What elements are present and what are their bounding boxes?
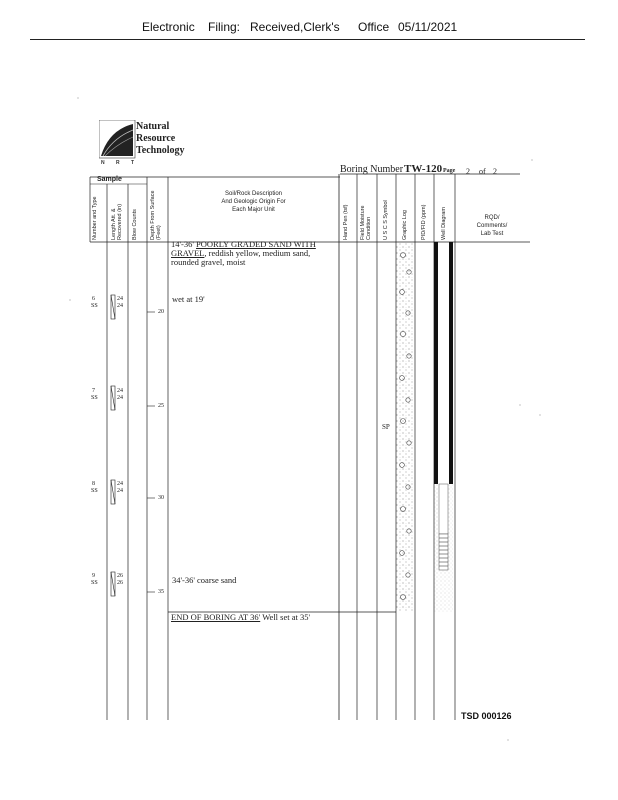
end-of-boring-note: Well set at 35' — [262, 612, 311, 622]
boring-number: TW-120 — [404, 163, 443, 175]
well-screen — [439, 534, 448, 570]
sample-7-att: 24 — [117, 388, 123, 394]
uscs-header: U S C S Symbol — [383, 200, 389, 240]
well-riser — [439, 484, 448, 534]
uscs-symbol: SP — [382, 423, 390, 431]
end-of-boring-title: END OF BORING AT 36' — [171, 612, 261, 622]
unit-body-2: rounded gravel, moist — [171, 257, 246, 267]
sample-9-type: SS — [91, 580, 98, 586]
page-of: of — [479, 167, 486, 176]
end-of-boring — [171, 613, 339, 622]
sample-8-rec: 24 — [117, 488, 123, 494]
unit-title-2: GRAVEL — [171, 248, 205, 258]
hand-pen-header: Hand Pen (tsf) — [343, 204, 349, 240]
sample-8-att: 24 — [117, 481, 123, 487]
soil-unit-description — [171, 240, 339, 267]
logo-line-1: Natural — [136, 121, 170, 132]
page-total: 2 — [493, 167, 497, 176]
coarse-sand-note: 34'-36' coarse sand — [172, 575, 237, 585]
logo-line-2: Resource — [136, 133, 176, 144]
blow-counts-header: Blow Counts — [132, 209, 138, 240]
description-header-line-3: Each Major Unit — [232, 207, 275, 213]
bates-number: TSD 000126 — [461, 711, 512, 721]
description-header-line-1: Soil/Rock Description — [224, 191, 283, 197]
boring-label: Boring Number — [340, 164, 404, 175]
depth-mark-35: 35 — [158, 589, 164, 595]
filing-office: Office — [358, 20, 390, 34]
unit-depth-range: 14'-36' — [171, 239, 194, 249]
sample-6-id: 6 — [92, 296, 95, 302]
number-type-header: Number and Type — [92, 196, 98, 240]
logo-line-3: Technology — [136, 145, 185, 156]
wet-note: wet at 19' — [172, 294, 205, 304]
depth-mark-20: 20 — [158, 309, 164, 315]
depth-mark-30: 30 — [158, 495, 164, 501]
sample-6-type: SS — [91, 303, 98, 309]
filing-date: 05/11/2021 — [398, 20, 458, 34]
rqd-header-line-2: Comments/ — [476, 223, 508, 229]
page-number: 2 — [466, 167, 470, 176]
graphic-log-fill — [396, 242, 415, 612]
sample-6-rec: 24 — [117, 303, 123, 309]
description-header — [168, 190, 339, 214]
filing-electronic: Electronic — [142, 20, 195, 34]
rqd-header-line-3: Lab Test — [480, 231, 504, 237]
sample-7-id: 7 — [92, 388, 95, 394]
unit-title: POORLY GRADED SAND WITH — [196, 239, 316, 249]
page-label: Page — [443, 168, 456, 174]
filing-label: Filing: — [208, 20, 241, 34]
rqd-header — [456, 214, 528, 238]
length-header: Length Att. & Recovered (in) — [111, 203, 123, 240]
well-casing-right — [449, 242, 453, 484]
rqd-header-line-1: RQD/ — [484, 215, 500, 221]
sample-9-att: 26 — [117, 573, 123, 579]
sample-8-id: 8 — [92, 481, 95, 487]
sample-7-type: SS — [91, 395, 98, 401]
sample-8-type: SS — [91, 488, 98, 494]
field-moisture-header: Field Moisture Condition — [360, 205, 372, 240]
depth-header: Depth From Surface (Feet) — [150, 190, 162, 240]
logo-letters: N R T — [101, 160, 140, 166]
filing-received: Received,Clerk's — [250, 20, 340, 34]
graphic-log-header: Graphic Log — [402, 210, 408, 240]
sample-7-rec: 24 — [117, 395, 123, 401]
sample-markers — [111, 295, 115, 596]
pid-header: PID/FID (ppm) — [421, 204, 427, 240]
well-casing-left — [434, 242, 438, 484]
description-header-line-2: And Geologic Origin For — [221, 199, 286, 205]
unit-body-1: , reddish yellow, medium sand, — [204, 248, 311, 258]
sample-6-att: 24 — [117, 296, 123, 302]
sample-header: Sample — [97, 176, 122, 183]
sample-9-id: 9 — [92, 573, 95, 579]
well-diagram-header: Well Diagram — [441, 207, 447, 240]
sample-9-rec: 26 — [117, 580, 123, 586]
depth-mark-25: 25 — [158, 403, 164, 409]
